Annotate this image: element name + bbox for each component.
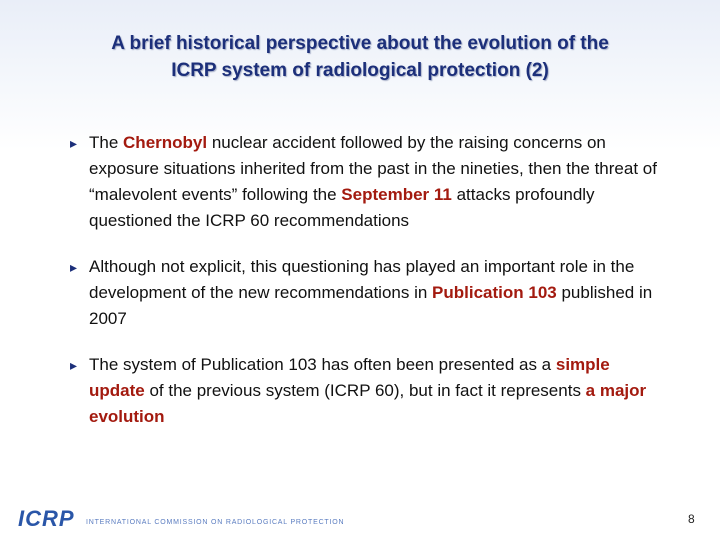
bullet-item bbox=[70, 254, 670, 332]
bullet-icon: ▸ bbox=[70, 357, 78, 373]
slide-title bbox=[40, 30, 680, 84]
bullet-text: attacks profoundly questioned the ICRP 60 recommendations bbox=[89, 185, 595, 230]
bullet-item bbox=[70, 352, 670, 430]
highlighted-text: a major evolution bbox=[89, 381, 647, 426]
bullet-icon: ▸ bbox=[70, 259, 78, 275]
bullet-text: published in 2007 bbox=[89, 283, 653, 328]
slide-title-line-1: A brief historical perspective about the evolution of the bbox=[111, 33, 609, 54]
organization-name: INTERNATIONAL COMMISSION ON RADIOLOGICAL PROTECTION bbox=[86, 519, 345, 526]
highlighted-text: September 11 bbox=[341, 185, 452, 204]
highlighted-text: Publication 103 bbox=[432, 283, 557, 302]
highlighted-text: Chernobyl bbox=[123, 133, 208, 152]
bullet-text: The bbox=[89, 133, 124, 152]
slide-title-line-2: ICRP system of radiological protection (2) bbox=[171, 60, 549, 81]
bullet-text: The system of Publication 103 has often been presented as a bbox=[89, 355, 556, 374]
bullet-text: Although not explicit, this questioning has played an important role in the development of the new recommendations in bbox=[89, 257, 635, 302]
highlighted-text: simple update bbox=[89, 355, 610, 400]
bullet-text: nuclear accident followed by the raising concerns on exposure situations inherited from the past in the nineties, then the threat of “malevolent events” following the bbox=[89, 133, 657, 204]
bullet-item bbox=[70, 130, 670, 234]
bullet-text: of the previous system (ICRP 60), but in fact it represents bbox=[144, 381, 586, 400]
footer bbox=[0, 500, 720, 540]
bullet-list bbox=[70, 130, 670, 450]
bullet-icon: ▸ bbox=[70, 135, 78, 151]
icrp-logo: ICRP bbox=[18, 506, 75, 531]
page-number: 8 bbox=[688, 512, 695, 526]
